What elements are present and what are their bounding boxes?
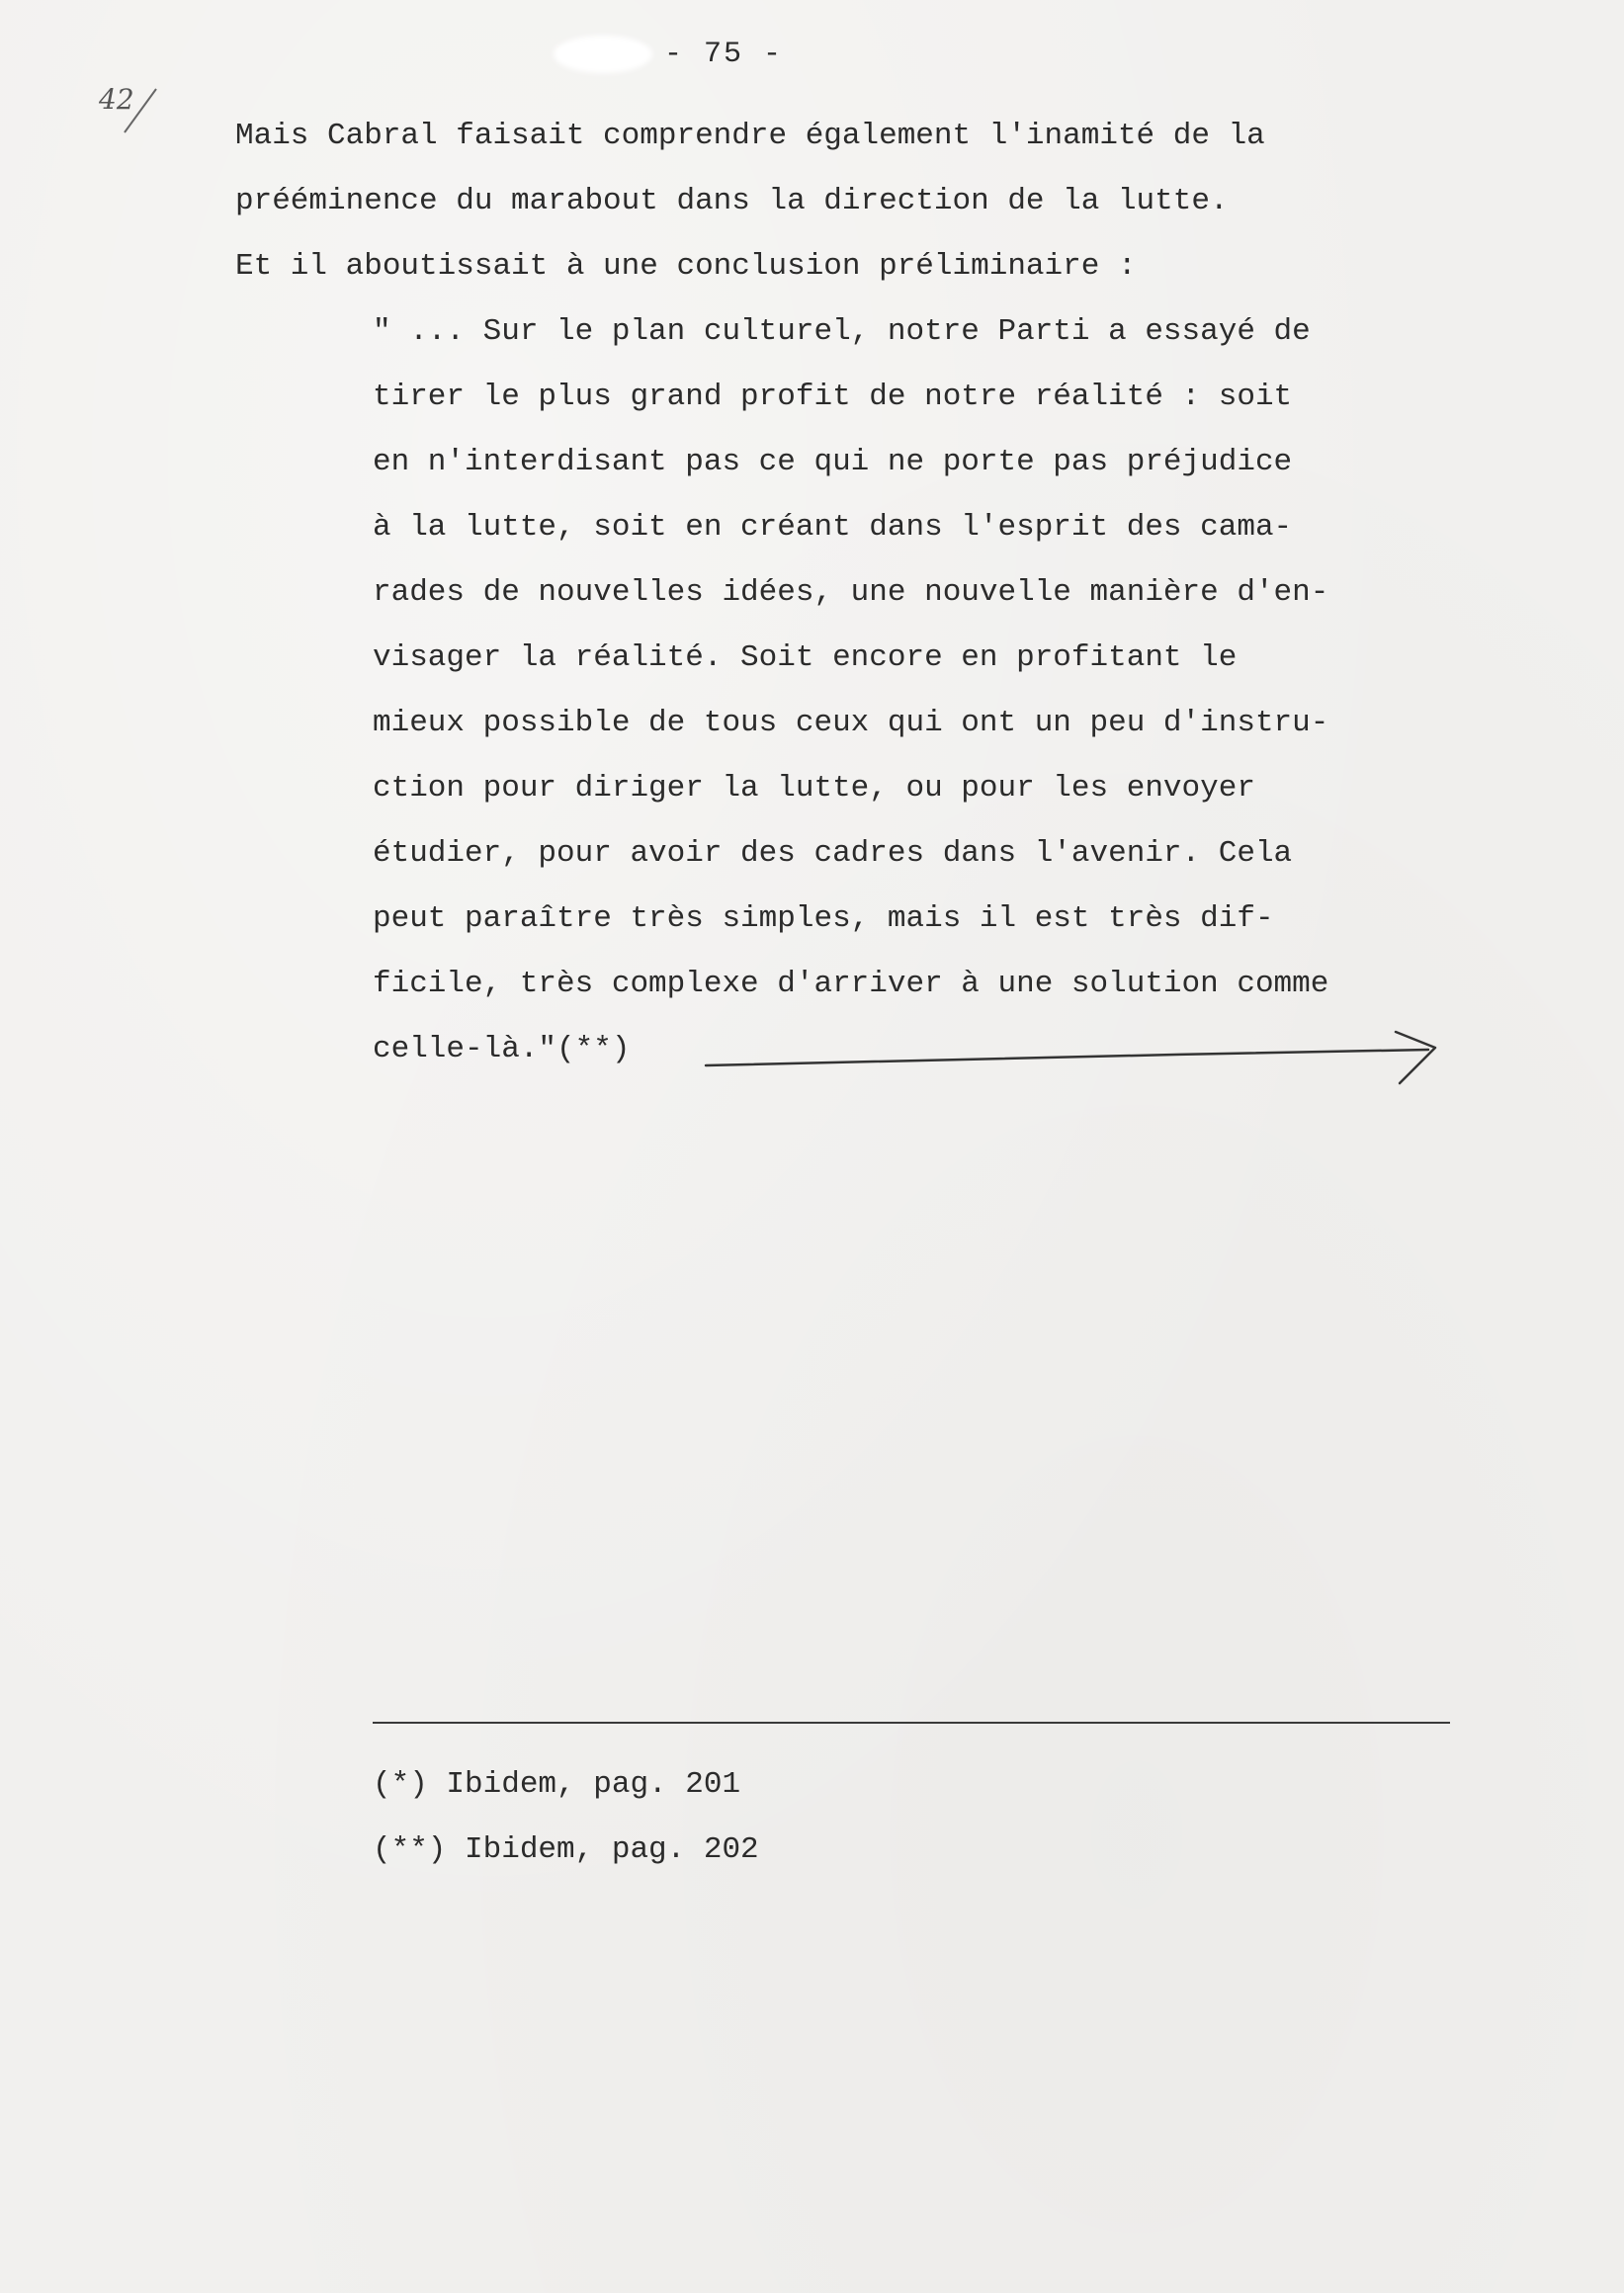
- footnote-2: (**) Ibidem, pag. 202: [373, 1832, 759, 1867]
- margin-note-text: 42: [99, 83, 134, 116]
- quote-line-6: visager la réalité. Soit encore en profitant le: [373, 640, 1238, 675]
- footnote-separator: [373, 1722, 1450, 1724]
- correction-blot: [554, 36, 652, 73]
- quote-line-12: celle-là."(**): [373, 1032, 631, 1066]
- page-number: - 75 -: [664, 38, 784, 71]
- body-line-3: Et il aboutissait à une conclusion préliminaire :: [235, 249, 1137, 284]
- body-line-2: prééminence du marabout dans la direction de la lutte.: [235, 184, 1229, 218]
- margin-handwritten-note: [99, 83, 134, 116]
- quote-line-11: ficile, très complexe d'arriver à une solution comme: [373, 967, 1329, 1001]
- quote-line-1: " ... Sur le plan culturel, notre Parti a essayé de: [373, 314, 1311, 349]
- quote-line-4: à la lutte, soit en créant dans l'esprit des cama-: [373, 510, 1293, 545]
- quote-line-5: rades de nouvelles idées, une nouvelle manière d'en-: [373, 575, 1329, 610]
- quote-line-2: tirer le plus grand profit de notre réalité : soit: [373, 380, 1293, 414]
- quote-line-3: en n'interdisant pas ce qui ne porte pas préjudice: [373, 445, 1293, 479]
- body-line-1: Mais Cabral faisait comprendre également l'inamité de la: [235, 119, 1265, 153]
- footnote-1: (*) Ibidem, pag. 201: [373, 1767, 741, 1802]
- quote-line-9: étudier, pour avoir des cadres dans l'avenir. Cela: [373, 836, 1293, 871]
- margin-slash-mark: [121, 87, 160, 136]
- handwritten-arrow-icon: [692, 1018, 1443, 1087]
- quote-line-7: mieux possible de tous ceux qui ont un peu d'instru-: [373, 706, 1329, 740]
- quote-line-8: ction pour diriger la lutte, ou pour les envoyer: [373, 771, 1255, 806]
- quote-line-10: peut paraître très simples, mais il est très dif-: [373, 901, 1274, 936]
